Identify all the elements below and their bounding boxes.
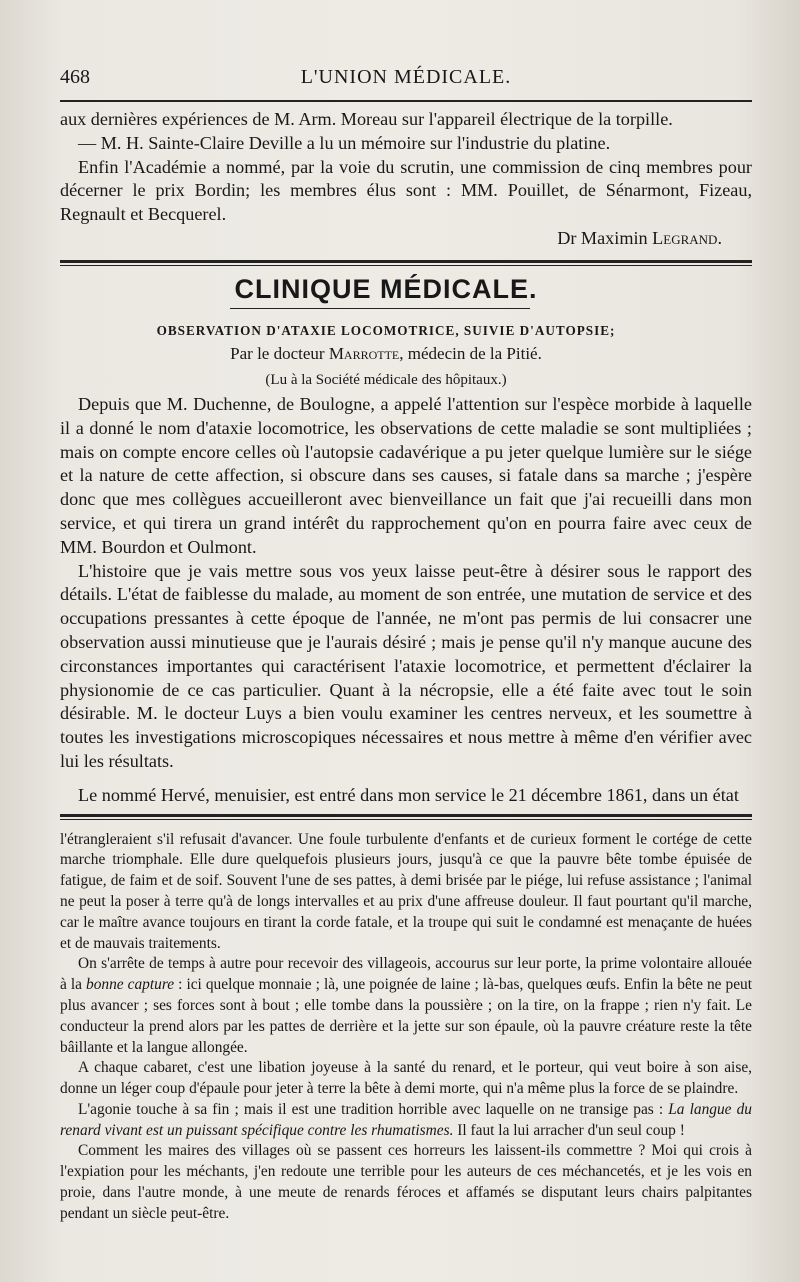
feuilleton-paragraph-3: A chaque cabaret, c'est une libation joyeuse à la santé du renard, et le porteur, qui veut boire à son aise, donne un léger coup d'épaule pour jeter à terre la bête à demi morte, qui n'a même plus la force de se plaindre. <box>60 1059 752 1098</box>
body-paragraph-1: Depuis que M. Duchenne, de Boulogne, a appelé l'attention sur l'espèce morbide à laquelle il a donné le nom d'ataxie locomotrice, les observations de cette maladie se sont multipliées ; mais on compte encore celles où l'autopsie cadavérique a pu jeter quelque lumière sur le siége et la nature de cette affection, si obscure dans ses causes, si fatale dans sa marche ; j'espère donc que mes collègues accueilleront avec bienveillance un fait que j'ai recueilli dans mon service, et qui tirera un grand intérêt du rapprochement qu'on en pourra faire avec ceux de MM. Bourdon et Oulmont. <box>60 393 752 557</box>
page-header <box>60 66 752 100</box>
feuilleton-p4-a: L'agonie touche à sa fin ; mais il est une tradition horrible avec laquelle on ne transige pas : <box>78 1100 669 1118</box>
byline <box>60 341 752 367</box>
feuilleton-p2-b: : ici quelque monnaie ; là, une poignée de laine ; là-bas, quelques œufs. Enfin la bête ne peut plus avancer ; ses forces sont à bout ; elle tombe dans la poussière ; on la tire, on la frappe ; rien n'y fait. Le conducteur la prend alors par les pattes de derrière et la jette sur son épaule, où la pauvre créature reste la tête bâillante et la langue allongée. <box>60 976 753 1056</box>
section-title: CLINIQUE MÉDICALE. <box>234 273 538 304</box>
feuilleton-paragraph-5: Comment les maires des villages où se passent ces horreurs les laissent-ils commettre ? Moi qui crois à l'expiation pour les méchants, j'en redoute une terrible pour les auteurs de ces méchancetés, et je les vois en proie, dans l'autre monde, à une meute de renards féroces et affamés se disputant leurs chairs palpitantes pendant un siècle peut-être. <box>60 1142 752 1222</box>
section-title-rule <box>230 308 530 309</box>
signature-prefix: Dr Maximin <box>557 227 653 248</box>
read-at-note: (Lu à la Société médicale des hôpitaux.) <box>265 371 507 388</box>
top-paragraph-2: Enfin l'Académie a nommé, par la voie du scrutin, une commission de cinq membres pour décerner le prix Bordin; les membres élus sont : MM. Pouillet, de Sénarmont, Fizeau, Regnault et Becquerel. <box>60 156 752 225</box>
feuilleton-p2-a: On s'arrête de temps à autre pour recevoir des villageois, accourus sur leur porte, la prime volontaire allouée à la <box>60 955 752 994</box>
top-line-2: — M. H. Sainte-Claire Deville a lu un mémoire sur l'industrie du platine. <box>78 132 611 153</box>
body-paragraph-2: L'histoire que je vais mettre sous vos yeux laisse peut-être à désirer sous le rapport des détails. L'état de faiblesse du malade, au moment de son entrée, une mutation de service et des occupations pressantes à cette époque de l'année, ne m'ont pas permis de lui consacrer une observation aussi minutieuse que je l'aurais désiré ; mais je pense qu'il n'y manque aucune des circonstances importantes qui caractérisent l'ataxie locomotrice, et permettent d'éclairer la physionomie de ce cas particulier. Quant à la nécropsie, elle a été faite avec tout le soin désirable. M. le docteur Luys a bien voulu examiner les centres nerveux, et les soumettre à toutes les investigations microscopiques nécessaires et nous mettre à même d'en vérifier avec lui les résultats. <box>60 560 752 771</box>
top-line-1: aux dernières expériences de M. Arm. Moreau sur l'appareil électrique de la torpille. <box>60 109 673 129</box>
feuilleton-p2-emphasis: bonne capture <box>86 976 175 994</box>
byline-author: Marrotte <box>328 343 400 363</box>
byline-suffix: , médecin de la Pitié. <box>399 343 542 363</box>
running-title: L'UNION MÉDICALE. <box>300 66 512 88</box>
observation-title: OBSERVATION D'ATAXIE LOCOMOTRICE, SUIVIE D'AUTOPSIE; <box>156 322 616 338</box>
feuilleton-p4-emphasis: La langue du renard vivant est un puissant spécifique contre les rhumatismes. <box>60 1100 752 1139</box>
page-number: 468 <box>60 66 90 88</box>
feuilleton-p4-b: Il faut la lui arracher d'un seul coup ! <box>453 1121 685 1139</box>
body-paragraph-3: Le nommé Hervé, menuisier, est entré dans mon service le 21 décembre 1861, dans un état <box>78 784 739 805</box>
signature-name: Legrand. <box>652 227 722 248</box>
feuilleton-paragraph-2 <box>60 954 752 1058</box>
feuilleton-paragraph-1: l'étrangleraient s'il refusait d'avancer. Une foule turbulente d'enfants et de curieux forment le cortége de cette marche triomphale. Elle dure quelquefois plusieurs jours, jusqu'à ce que la pauvre bête tombe épuisée de fatigue, de faim et de soif. Souvent l'une de ses pattes, à demi brisée par le piége, lui refuse assistance ; l'animal ne peut la poser à terre qu'à de longs intervalles et au prix d'une affreuse douleur. Il faut pourtant qu'il marche, car le maître avance toujours en tirant la corde fatale, et la troupe qui suit le condamné est menaçante de huées et de mauvais traitements. <box>60 830 752 952</box>
byline-prefix: Par le docteur <box>230 343 329 363</box>
signature <box>60 227 752 250</box>
feuilleton-paragraph-4 <box>60 1100 752 1142</box>
